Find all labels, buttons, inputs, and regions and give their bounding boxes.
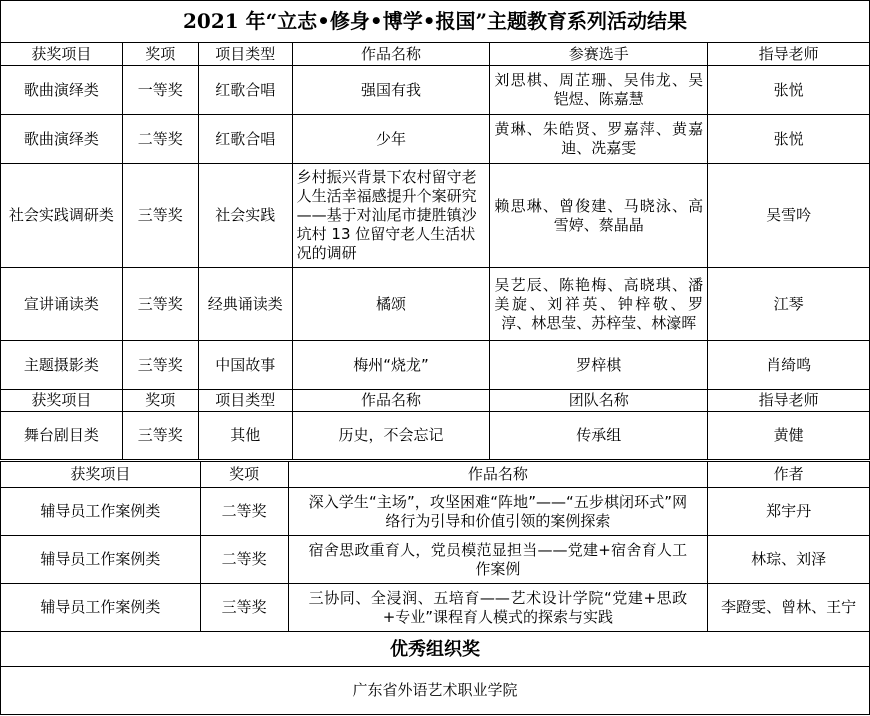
section1-header-row bbox=[1, 43, 870, 66]
col-header-teacher: 指导老师 bbox=[708, 43, 870, 66]
item-cell: 歌曲演绎类 bbox=[1, 66, 123, 115]
type-cell: 红歌合唱 bbox=[198, 66, 292, 115]
table-row bbox=[1, 268, 870, 341]
type-cell: 其他 bbox=[198, 412, 292, 460]
teacher-cell: 张悦 bbox=[708, 115, 870, 164]
col-header-participants: 参赛选手 bbox=[490, 43, 708, 66]
table-row bbox=[1, 536, 870, 584]
work-cell: 历史，不会忘记 bbox=[292, 412, 490, 460]
teacher-cell: 江琴 bbox=[708, 268, 870, 341]
award-cell: 三等奖 bbox=[122, 164, 198, 268]
teacher-cell: 黄健 bbox=[708, 412, 870, 460]
award-cell: 二等奖 bbox=[200, 488, 288, 536]
table-row bbox=[1, 66, 870, 115]
item-cell: 歌曲演绎类 bbox=[1, 115, 123, 164]
teacher-cell: 张悦 bbox=[708, 66, 870, 115]
table-row bbox=[1, 164, 870, 268]
item-cell: 辅导员工作案例类 bbox=[1, 488, 201, 536]
award-cell: 三等奖 bbox=[122, 412, 198, 460]
teacher-cell: 肖绮鸣 bbox=[708, 341, 870, 390]
work-cell: 强国有我 bbox=[292, 66, 490, 115]
author-cell: 林琮、刘泽 bbox=[708, 536, 870, 584]
col-header-item: 获奖项目 bbox=[1, 462, 201, 488]
participants-cell: 吴艺辰、陈艳梅、高晓琪、潘美旋、刘祥英、钟梓敬、罗淳、林思莹、苏梓莹、林濠晖 bbox=[490, 268, 708, 341]
item-cell: 辅导员工作案例类 bbox=[1, 536, 201, 584]
work-cell: 深入学生“主场”，攻坚困难“阵地”——“五步棋闭环式”网络行为引导和价值引领的案例探索 bbox=[288, 488, 708, 536]
section3-header-row bbox=[1, 462, 870, 488]
col-header-item: 获奖项目 bbox=[1, 390, 123, 412]
award-cell: 二等奖 bbox=[200, 536, 288, 584]
col-header-work: 作品名称 bbox=[288, 462, 708, 488]
col-header-work: 作品名称 bbox=[292, 390, 490, 412]
type-cell: 社会实践 bbox=[198, 164, 292, 268]
award-cell: 三等奖 bbox=[200, 584, 288, 632]
col-header-work: 作品名称 bbox=[292, 43, 490, 66]
col-header-award: 奖项 bbox=[200, 462, 288, 488]
participants-cell: 黄琳、朱皓贤、罗嘉萍、黄嘉迪、冼嘉雯 bbox=[490, 115, 708, 164]
col-header-award: 奖项 bbox=[122, 43, 198, 66]
col-header-teacher: 指导老师 bbox=[708, 390, 870, 412]
col-header-item: 获奖项目 bbox=[1, 43, 123, 66]
award-cell: 二等奖 bbox=[122, 115, 198, 164]
award-cell: 三等奖 bbox=[122, 341, 198, 390]
team-cell: 传承组 bbox=[490, 412, 708, 460]
type-cell: 红歌合唱 bbox=[198, 115, 292, 164]
work-cell: 乡村振兴背景下农村留守老人生活幸福感提升个案研究——基于对汕尾市捷胜镇沙坑村 13 位留守老人生活状况的调研 bbox=[292, 164, 490, 268]
item-cell: 社会实践调研类 bbox=[1, 164, 123, 268]
table-row bbox=[1, 341, 870, 390]
author-cell: 李蹬雯、曾林、王宁 bbox=[708, 584, 870, 632]
item-cell: 舞台剧目类 bbox=[1, 412, 123, 460]
work-cell: 三协同、全浸润、五培育——艺术设计学院“党建+思政+专业”课程育人模式的探索与实践 bbox=[288, 584, 708, 632]
section2-header-row bbox=[1, 390, 870, 412]
col-header-award: 奖项 bbox=[122, 390, 198, 412]
table-row bbox=[1, 412, 870, 460]
col-header-author: 作者 bbox=[708, 462, 870, 488]
org-award-title: 优秀组织奖 bbox=[1, 632, 870, 667]
work-cell: 梅州“烧龙” bbox=[292, 341, 490, 390]
item-cell: 宣讲诵读类 bbox=[1, 268, 123, 341]
col-header-type: 项目类型 bbox=[198, 43, 292, 66]
participants-cell: 罗梓棋 bbox=[490, 341, 708, 390]
work-cell: 宿舍思政重育人，党员模范显担当——党建+宿舍育人工作案例 bbox=[288, 536, 708, 584]
item-cell: 主题摄影类 bbox=[1, 341, 123, 390]
item-cell: 辅导员工作案例类 bbox=[1, 584, 201, 632]
table-row bbox=[1, 488, 870, 536]
award-cell: 一等奖 bbox=[122, 66, 198, 115]
case-table bbox=[0, 461, 870, 715]
col-header-type: 项目类型 bbox=[198, 390, 292, 412]
author-cell: 郑宇丹 bbox=[708, 488, 870, 536]
table-row bbox=[1, 115, 870, 164]
award-cell: 三等奖 bbox=[122, 268, 198, 341]
participants-cell: 赖思琳、曾俊建、马晓泳、高雪婷、蔡晶晶 bbox=[490, 164, 708, 268]
work-cell: 少年 bbox=[292, 115, 490, 164]
page-title: 2021 年“立志•修身•博学•报国”主题教育系列活动结果 bbox=[1, 1, 870, 43]
org-award-winner: 广东省外语艺术职业学院 bbox=[1, 667, 870, 715]
type-cell: 中国故事 bbox=[198, 341, 292, 390]
participants-cell: 刘思棋、周芷珊、吴伟龙、吴铠煜、陈嘉慧 bbox=[490, 66, 708, 115]
teacher-cell: 吴雪吟 bbox=[708, 164, 870, 268]
table-row bbox=[1, 584, 870, 632]
col-header-team: 团队名称 bbox=[490, 390, 708, 412]
work-cell: 橘颂 bbox=[292, 268, 490, 341]
type-cell: 经典诵读类 bbox=[198, 268, 292, 341]
